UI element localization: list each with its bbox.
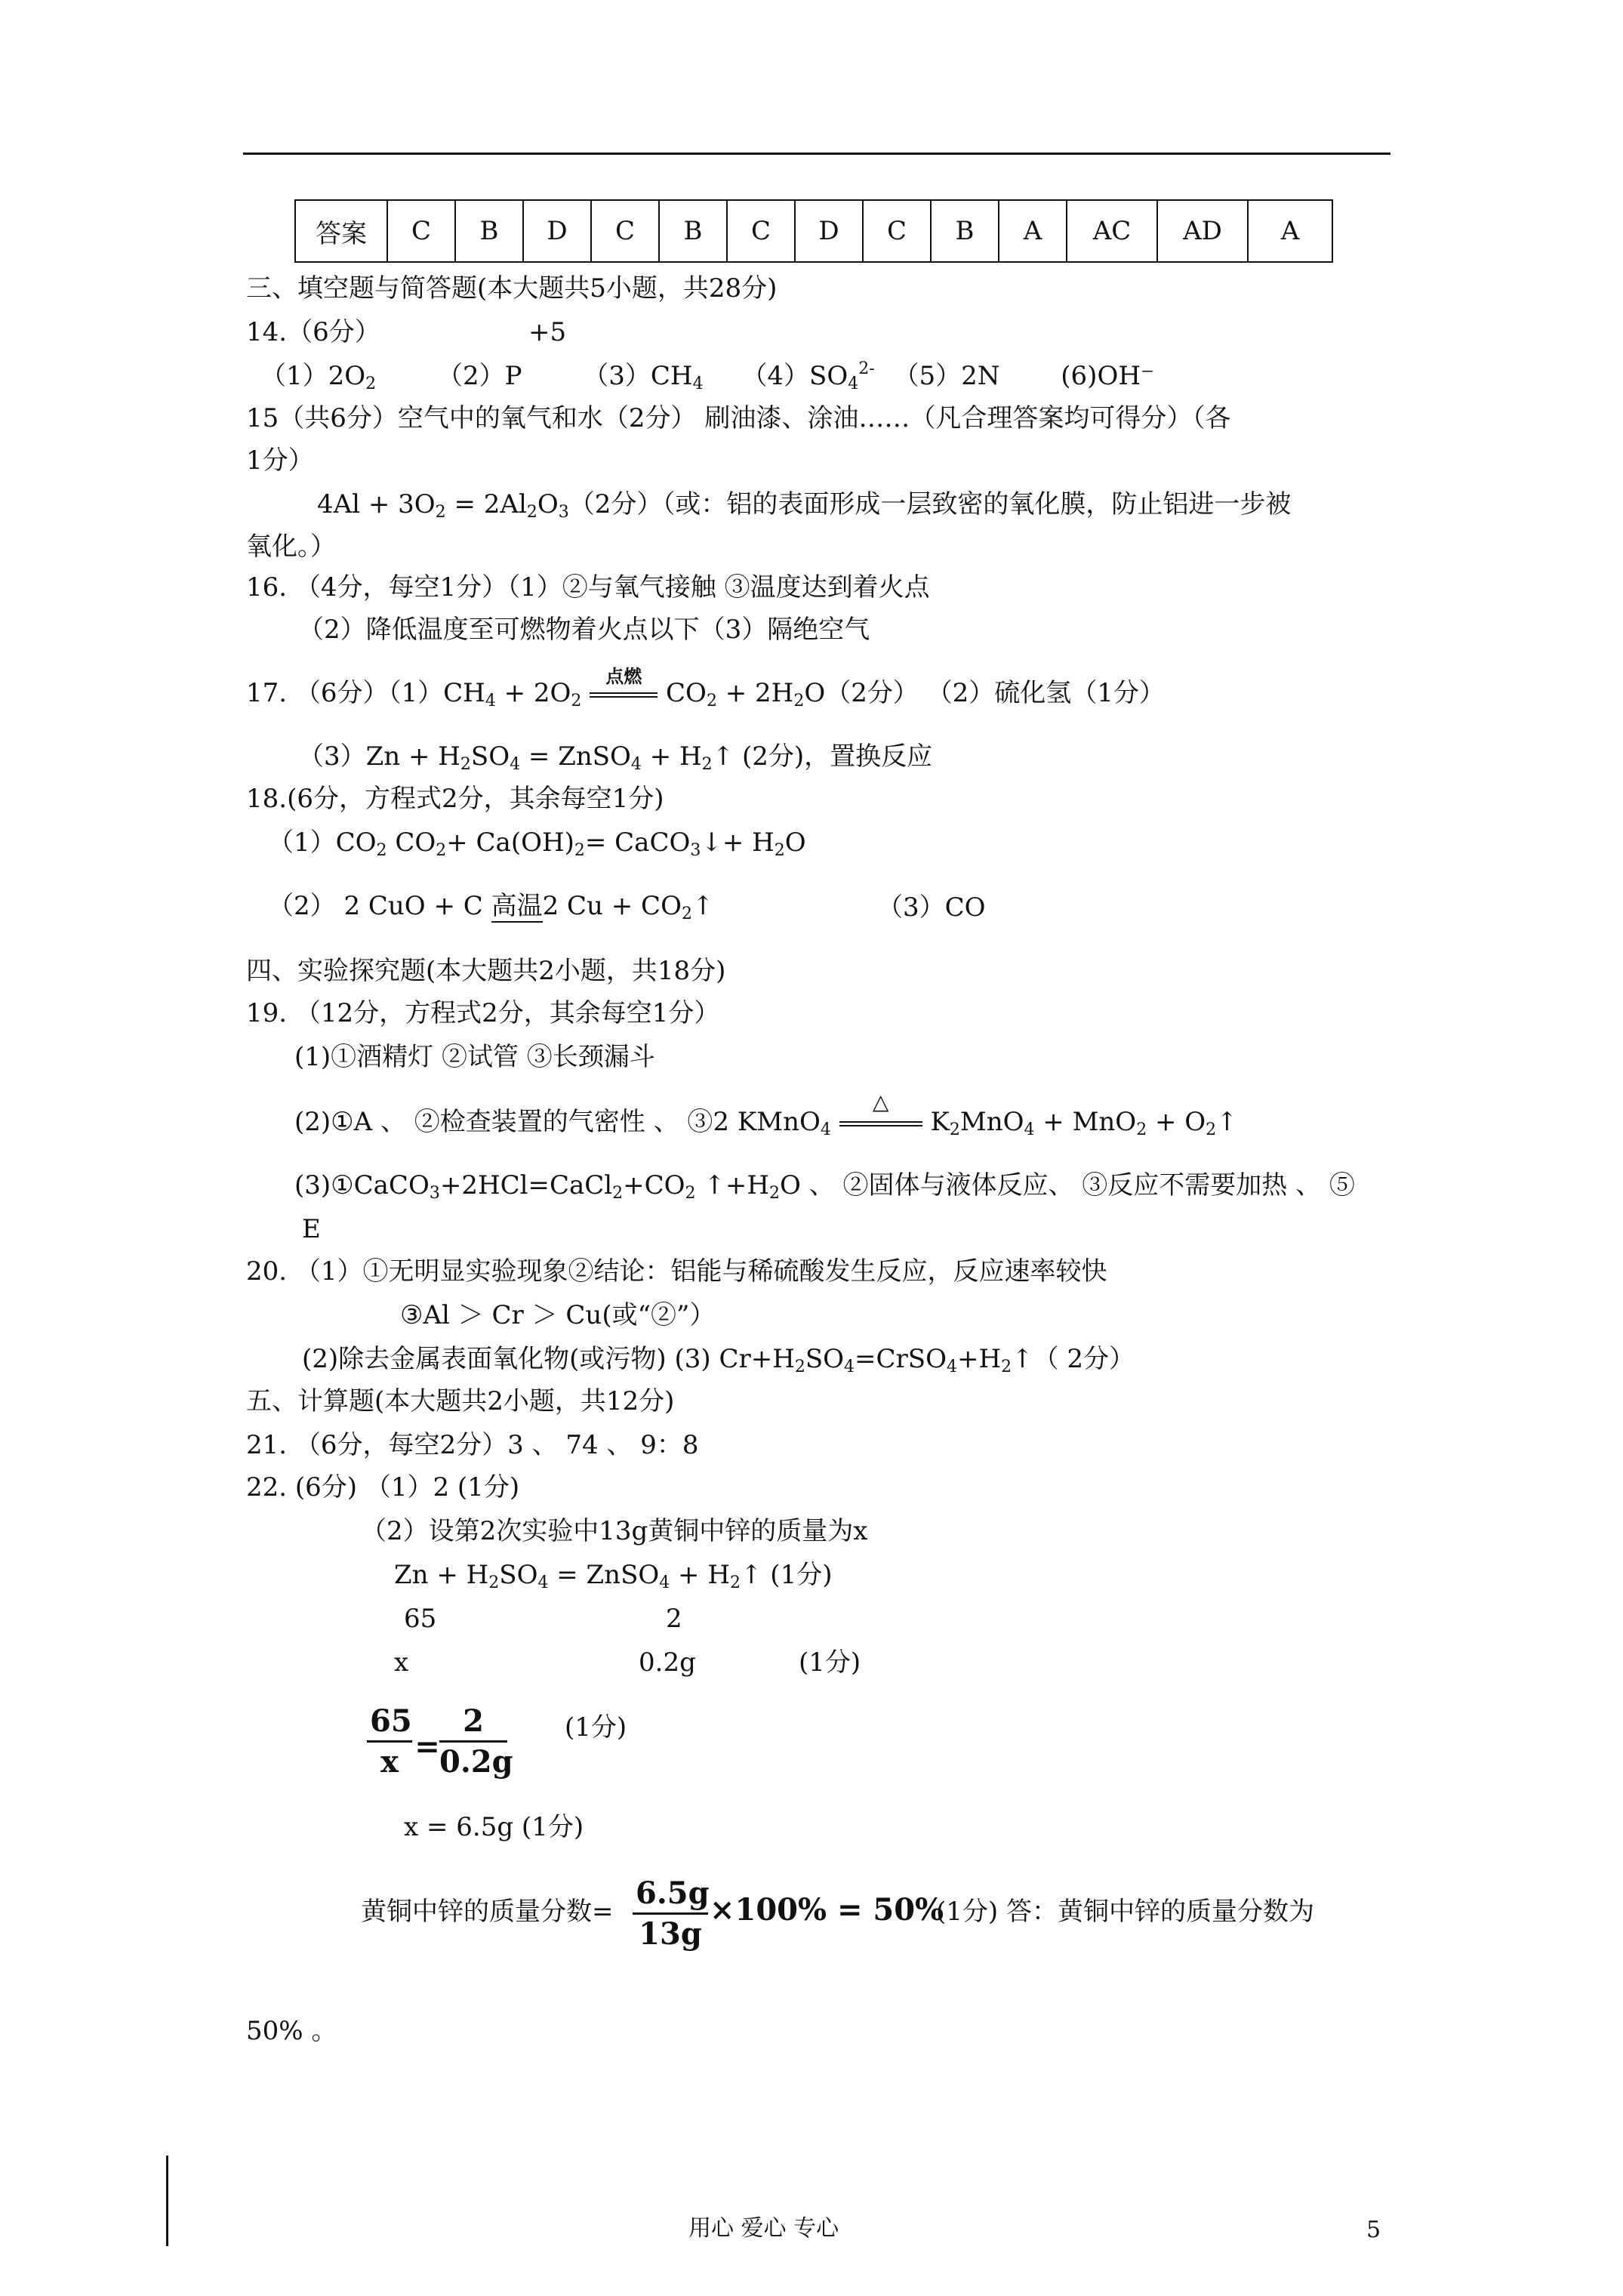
q22-point: (1分) <box>799 1647 861 1678</box>
answer-cell: C <box>727 200 795 262</box>
q14-valence: +5 <box>528 317 567 347</box>
answer-cell: B <box>659 200 727 262</box>
q14-answers: $(1)2O_2$ （2）P $(3)CH_4$ $(4)SO_4^{2-}$ （5）2N (6)OH⁻ <box>260 359 1154 393</box>
table-row <box>295 200 1332 262</box>
q22-mass-result: ×100% = 50% <box>710 1892 944 1928</box>
q22-result-x: x = 6.5g (1分) <box>404 1812 584 1842</box>
q20-line-3: (2)除去金属表面氧化物(或污物) (3) $Cr+H_2SO_4=CrSO_4+H_2↑$（ 2分） <box>302 1344 1135 1376</box>
q16-line-2: （2）降低温度至可燃物着火点以下（3）隔绝空气 <box>298 615 870 645</box>
answer-table <box>294 199 1333 263</box>
section-4-title: 四、实验探究题(本大题共2小题，共18分) <box>246 956 726 986</box>
answer-cell: C <box>591 200 659 262</box>
q15-equation: $4Al + 3O_2 = 2Al_2O_3(2$分）（或：铝的表面形成一层致密的氧化膜，防止铝进一步被 <box>317 489 1292 522</box>
q22-mass-conclusion: (1分) 答：黄铜中锌的质量分数为 <box>936 1897 1314 1927</box>
answer-cell: C <box>863 200 931 262</box>
q18-line-2: （2） 2 CuO + C 高温2 $Cu + CO_2↑$ <box>268 891 714 923</box>
answer-cell: AC <box>1067 200 1157 262</box>
q16-line-1: 16. （4分，每空1分）（1）②与氧气接触 ③温度达到着火点 <box>246 572 930 603</box>
q19-line-1: (1)①酒精灯 ②试管 ③长颈漏斗 <box>294 1042 655 1072</box>
fraction-point: (1分) <box>565 1712 627 1743</box>
footer-motto: 用心 爱心 专心 <box>688 2215 839 2242</box>
section-3-title: 三、填空题与简答题(本大题共5小题，共28分) <box>246 273 778 304</box>
fraction-2-over-02g: $\frac{2}{0.2g}$ <box>439 1703 513 1780</box>
q20-line-1: 20. （1）①无明显实验现象②结论：铝能与稀硫酸发生反应，反应速率较快 <box>246 1256 1107 1287</box>
q15-line-4: 氧化。） <box>246 532 336 562</box>
answer-cell: C <box>387 200 455 262</box>
header-rule <box>243 153 1390 155</box>
q18-line-1: $(1)CO_2$ $CO_2+ Ca(OH)_2=$ CaCO$_3$↓+ $H_2O$ <box>268 827 806 860</box>
q22-mass-label: 黄铜中锌的质量分数= <box>361 1897 614 1927</box>
answer-cell: D <box>795 200 863 262</box>
q19-line-2: (2)①A 、 ②检查装置的气密性 、 ③2 KMnO$_4$ △ $K_2MnO_4 + MnO_2$ + $O_2↑$ <box>294 1089 1238 1139</box>
q17-line-2: $(3)Zn + H_2SO_4$ = ZnSO$_4$ + $H_2↑$ (2分)，置换反应 <box>298 741 933 774</box>
q22-equation: $Zn + H_2SO_4$ = ZnSO$_4$ + $H_2↑$ (1分) <box>394 1560 833 1592</box>
q18-heading: 18.(6分，方程式2分，其余每空1分) <box>246 784 664 814</box>
q22-line-2: （2）设第2次实验中13g黄铜中锌的质量为x <box>361 1516 868 1546</box>
equals-sign: = <box>414 1729 440 1764</box>
answer-cell: B <box>455 200 523 262</box>
answer-cell: A <box>1248 200 1332 262</box>
page-number: 5 <box>1366 2217 1381 2243</box>
q19-line-3: $(3)①CaCO_3+2HCl=CaCl_2+CO_2$ $↑+H_2O$ 、 ②固体与液体反应、 ③反应不需要加热 、 ⑤ <box>294 1170 1355 1203</box>
q14-heading: 14.（6分） <box>246 317 380 347</box>
section-5-title: 五、计算题(本大题共2小题，共12分) <box>246 1386 675 1416</box>
answer-cell: D <box>523 200 591 262</box>
condition-heat: △ <box>839 1107 922 1137</box>
q15-line-2: 1分） <box>246 445 314 476</box>
q18-answer-3: （3）CO <box>877 892 986 923</box>
condition-ignite: 点燃 <box>590 678 658 708</box>
q21-answer: 21. （6分，每空2分）3 、 74 、 9：8 <box>246 1430 699 1460</box>
q17-line-1: 17. （6分）$(1)CH_4 + 2O_2$ 点燃 $CO_2 + 2H_2O(2$分） （2）硫化氢（1分） <box>246 665 1165 710</box>
q15-line-1: 15（共6分）空气中的氧气和水（2分） 刷油漆、涂油……（凡合理答案均可得分）（各 <box>246 403 1231 433</box>
table-header-cell: 答案 <box>295 200 387 262</box>
answer-cell: A <box>999 200 1067 262</box>
q22-final-answer: 50% 。 <box>246 2016 337 2046</box>
q19-line-4: E <box>302 1214 321 1244</box>
q22-heading: 22. (6分) （1）2 (1分) <box>246 1472 520 1502</box>
q22-ratio-2: 2 <box>666 1604 682 1634</box>
fraction-65-over-x: $\frac{65}{x}$ <box>367 1703 412 1780</box>
q19-heading: 19. （12分，方程式2分，其余每空1分） <box>246 998 720 1028</box>
answer-cell: B <box>931 200 999 262</box>
q22-mass-02g: 0.2g <box>639 1647 696 1678</box>
condition-high-temp: 高温 <box>491 891 543 921</box>
fraction-65g-over-13g: $\frac{6.5g}{13g}$ <box>633 1875 708 1952</box>
answer-cell: AD <box>1157 200 1248 262</box>
q20-line-2: ③Al ＞ Cr ＞ Cu(或“②”） <box>400 1300 716 1330</box>
q22-unknown-x: x <box>394 1647 409 1678</box>
left-margin-rule <box>166 2156 168 2246</box>
q22-ratio-65: 65 <box>404 1604 437 1634</box>
